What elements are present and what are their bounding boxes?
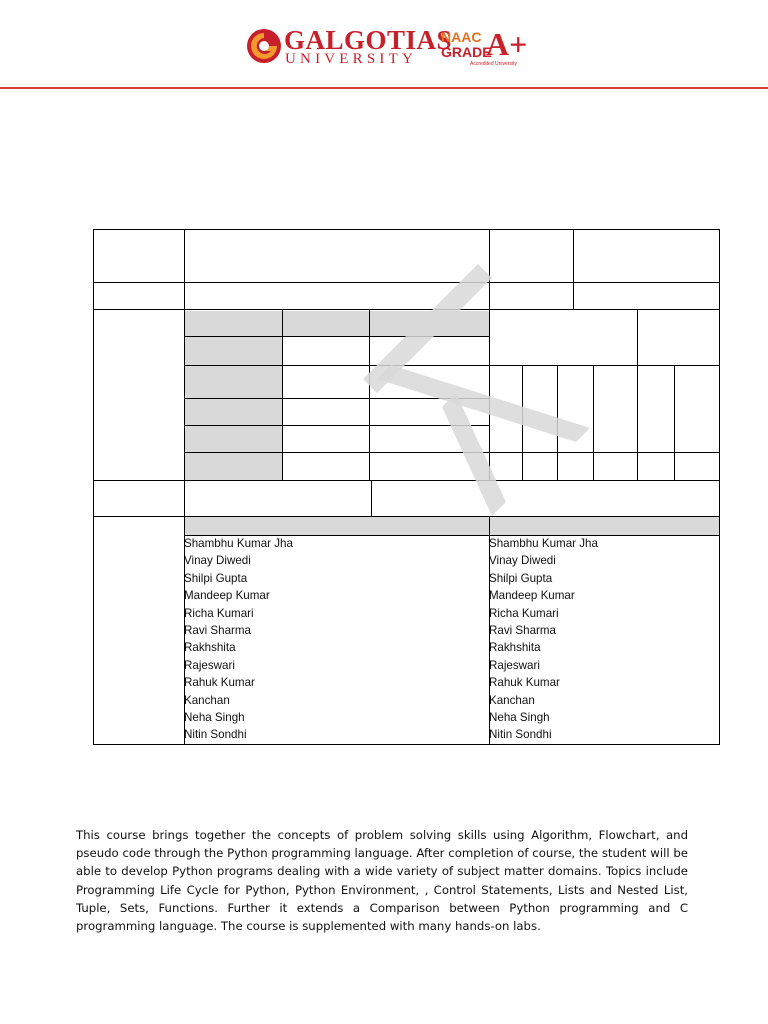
table-shade-cell — [184, 452, 282, 480]
faculty-name: Richa Kumari — [184, 606, 254, 620]
faculty-name: Nitin Sondhi — [489, 728, 552, 742]
table-rule — [369, 309, 370, 480]
table-rule — [184, 398, 489, 399]
table-rule — [573, 229, 574, 310]
table-rule — [184, 365, 720, 366]
table-rule — [93, 229, 94, 745]
faculty-name: Rajeswari — [184, 658, 235, 672]
table-rule — [93, 480, 720, 481]
faculty-name: Nitin Sondhi — [184, 728, 247, 742]
table-rule — [93, 744, 720, 745]
table-rule — [93, 516, 720, 517]
faculty-name: Mandeep Kumar — [184, 589, 270, 603]
university-name: GALGOTIAS — [284, 25, 453, 55]
table-rule — [557, 365, 558, 480]
table-rule — [719, 229, 720, 745]
faculty-name: Rahuk Kumar — [489, 676, 560, 690]
table-rule — [93, 229, 720, 230]
page-header — [0, 0, 768, 90]
table-rule — [282, 309, 283, 480]
faculty-name: Vinay Diwedi — [489, 554, 556, 568]
table-rule — [674, 365, 675, 480]
faculty-list-left — [184, 535, 293, 744]
table-rule — [489, 229, 490, 310]
table-rule — [93, 282, 720, 283]
header-divider — [0, 87, 768, 89]
table-rule — [489, 309, 490, 480]
faculty-name: Rakhshita — [184, 641, 236, 655]
faculty-name: Neha Singh — [184, 711, 245, 725]
faculty-name: Kanchan — [489, 693, 535, 707]
faculty-name: Rakhshita — [489, 641, 541, 655]
faculty-name: Rajeswari — [489, 658, 540, 672]
faculty-name: Rahuk Kumar — [184, 676, 255, 690]
faculty-list-right — [489, 535, 598, 744]
table-rule — [593, 365, 594, 480]
faculty-name: Shilpi Gupta — [489, 571, 553, 585]
table-rule — [522, 365, 523, 480]
faculty-name: Shambhu Kumar Jha — [489, 537, 598, 550]
faculty-name: Ravi Sharma — [184, 624, 252, 638]
table-shade-cell — [184, 336, 282, 366]
course-description: This course brings together the concepts of problem solving skills using Algorithm, Flowchart, and pseudo code through the Python programming language. After completion of course, the student will be able to develop Python programs dealing with a wide variety of subject matter domains. Topics include Programming Life Cycle for Python, Python Environment, , Control Statements, Lists and Nested List, Tuple, Sets, Functions. Further it extends a Comparison between Python programming and C programming language. The course is supplemented with many hands-on labs. — [76, 828, 688, 934]
faculty-name: Shilpi Gupta — [184, 571, 248, 585]
table-rule — [184, 336, 489, 337]
table-shade-cell — [184, 311, 489, 336]
grade-label: GRADE — [441, 44, 492, 60]
table-rule — [184, 452, 720, 453]
faculty-name: Neha Singh — [489, 711, 550, 725]
faculty-name: Mandeep Kumar — [489, 589, 575, 603]
university-emblem-icon — [246, 28, 282, 64]
table-rule — [93, 309, 720, 310]
table-shade-cell — [184, 398, 282, 425]
university-subtitle: UNIVERSITY — [285, 51, 417, 67]
grade-value: A+ — [486, 26, 528, 62]
table-rule — [637, 309, 638, 366]
faculty-name: Vinay Diwedi — [184, 554, 251, 568]
faculty-name: Kanchan — [184, 693, 230, 707]
faculty-name: Richa Kumari — [489, 606, 559, 620]
faculty-name: Ravi Sharma — [489, 624, 557, 638]
table-shade-cell — [184, 517, 719, 535]
table-shade-cell — [184, 366, 282, 398]
accredited-label: Accredited University — [470, 61, 517, 67]
faculty-name: Shambhu Kumar Jha — [184, 537, 293, 550]
table-rule — [371, 480, 372, 517]
naac-label: NAAC — [441, 29, 482, 45]
table-rule — [184, 425, 489, 426]
table-rule — [637, 365, 638, 480]
table-shade-cell — [184, 425, 282, 452]
